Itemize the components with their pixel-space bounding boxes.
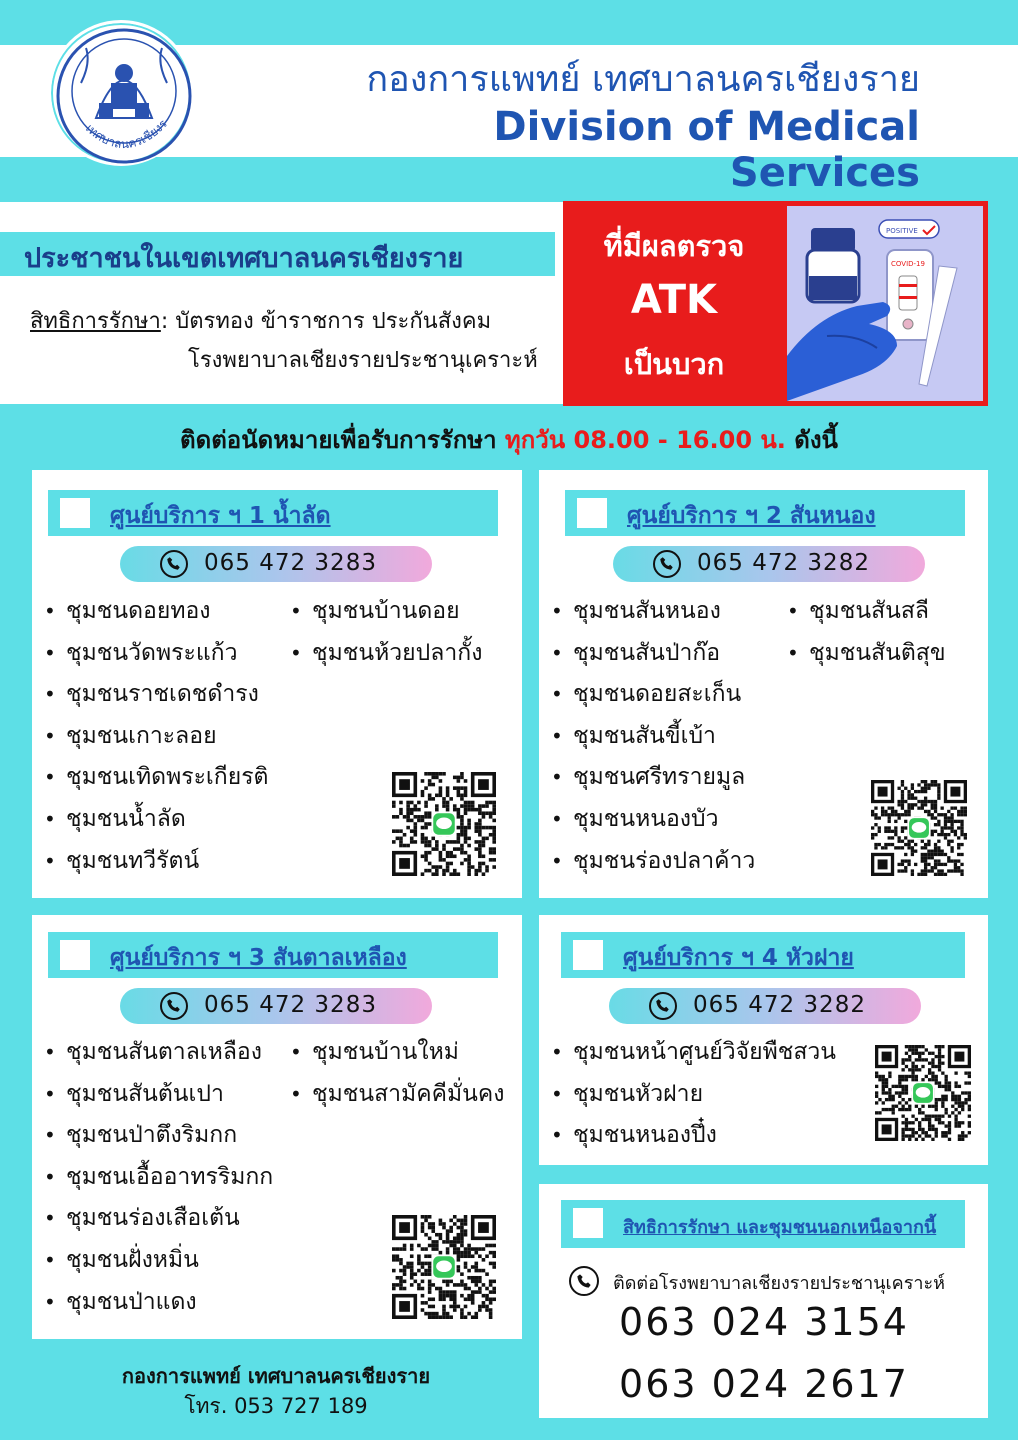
contact-suffix: ดังนี้	[785, 426, 838, 454]
center-1-phone: 065 472 3283	[204, 550, 377, 576]
atk-line1: ที่มีผลตรวจ	[603, 229, 745, 263]
center-2-header	[565, 490, 965, 536]
center-4-title[interactable]: ศูนย์บริการ ฯ 4 หัวฝาย	[623, 945, 854, 971]
hospital-phone-2[interactable]: 063 024 2617	[619, 1362, 909, 1406]
hospital-phone-1[interactable]: 063 024 3154	[619, 1300, 909, 1344]
svg-text:COVID-19: COVID-19	[891, 260, 925, 268]
center-1-communities	[44, 591, 269, 882]
list-item: • ชุมชนเอื้ออาทรริมกก	[44, 1157, 273, 1199]
list-item: • ชุมชนเทิดพระเกียรติ	[44, 757, 269, 799]
center-3-phone: 065 472 3283	[204, 992, 377, 1018]
list-item: • ชุมชนสันหนอง	[551, 591, 755, 633]
list-item: • ชุมชนเกาะลอย	[44, 716, 269, 758]
list-item: • ชุมชนหน้าศูนย์วิจัยพืชสวน	[551, 1032, 836, 1074]
atk-line3: เป็นบวก	[623, 347, 725, 381]
list-item: • ชุมชนหัวฝาย	[551, 1074, 836, 1116]
center-3-title[interactable]: ศูนย์บริการ ฯ 3 สันตาลเหลือง	[110, 945, 407, 971]
list-item: • ชุมชนห้วยปลากั้ง	[290, 633, 482, 675]
list-item: • ชุมชนป่าตึงริมกก	[44, 1115, 273, 1157]
footer-tel: โทร. 053 727 189	[184, 1394, 368, 1418]
line-qr-code-icon[interactable]	[871, 780, 967, 876]
rights-line	[30, 303, 491, 338]
phone-icon	[653, 550, 681, 578]
svg-text:เทศบาลนครเชียงราย: เทศบาลนครเชียงร	[83, 116, 170, 152]
line-qr-code-icon[interactable]	[875, 1045, 971, 1141]
list-item: • ชุมชนดอยสะเก็น	[551, 674, 755, 716]
center-3-header	[48, 932, 498, 978]
other-rights-header	[561, 1200, 965, 1248]
other-rights-contact: ติดต่อโรงพยาบาลเชียงรายประชานุเคราะห์	[613, 1273, 946, 1294]
list-item: • ชุมชนน้ำลัด	[44, 799, 269, 841]
list-item: • ชุมชนศรีทรายมูล	[551, 757, 755, 799]
center-card-2	[539, 470, 988, 898]
center-1-communities-col2	[290, 591, 482, 674]
center-card-4	[539, 915, 988, 1165]
center-1-header	[48, 490, 498, 536]
rights-value: : บัตรทอง ข้าราชการ ประกันสังคม	[160, 309, 492, 334]
center-2-phone-pill[interactable]	[613, 546, 925, 582]
list-item: • ชุมชนบ้านใหม่	[290, 1032, 505, 1074]
other-rights-title[interactable]: สิทธิการรักษา และชุมชนนอกเหนือจากนี้	[623, 1217, 937, 1238]
contact-line	[0, 420, 1018, 459]
center-1-phone-pill[interactable]	[120, 546, 432, 582]
center-2-phone: 065 472 3282	[697, 550, 870, 576]
list-item: • ชุมชนร่องเสือเต้น	[44, 1198, 273, 1240]
municipality-logo	[48, 20, 194, 166]
list-item: • ชุมชนหนองปึ๋ง	[551, 1115, 836, 1157]
atk-line2: ATK	[630, 277, 718, 323]
center-2-communities	[551, 591, 755, 882]
center-4-phone: 065 472 3282	[693, 992, 866, 1018]
checkbox-square	[60, 940, 90, 970]
contact-hours: ทุกวัน 08.00 - 16.00 น.	[504, 426, 786, 454]
list-item: • ชุมชนสามัคคีมั่นคง	[290, 1074, 505, 1116]
list-item: • ชุมชนสันขี้เบ้า	[551, 716, 755, 758]
footer-org: กองการแพทย์ เทศบาลนครเชียงราย	[121, 1364, 431, 1388]
rights-hospital: โรงพยาบาลเชียงรายประชานุเคราะห์	[188, 348, 538, 373]
list-item: • ชุมชนป่าแดง	[44, 1282, 273, 1324]
intro-title: ประชาชนในเขตเทศบาลนครเชียงราย	[0, 232, 555, 276]
checkbox-square	[577, 498, 607, 528]
checkbox-square	[573, 1208, 603, 1238]
checkbox-square	[573, 940, 603, 970]
center-card-1	[32, 470, 522, 898]
list-item: • ชุมชนสันตาลเหลือง	[44, 1032, 273, 1074]
list-item: • ชุมชนราชเดชดำรง	[44, 674, 269, 716]
list-item: • ชุมชนร่องปลาค้าว	[551, 841, 755, 883]
center-4-header	[561, 932, 965, 978]
checkbox-square	[60, 498, 90, 528]
list-item: • ชุมชนสันสลี	[787, 591, 946, 633]
phone-icon	[569, 1266, 599, 1296]
phone-icon	[160, 550, 188, 578]
list-item: • ชุมชนทวีรัตน์	[44, 841, 269, 883]
list-item: • ชุมชนสันติสุข	[787, 633, 946, 675]
rights-label: สิทธิการรักษา	[30, 309, 161, 334]
list-item: • ชุมชนบ้านดอย	[290, 591, 482, 633]
line-qr-code-icon[interactable]	[392, 1215, 496, 1319]
phone-icon	[160, 992, 188, 1020]
center-4-communities	[551, 1032, 836, 1157]
center-3-phone-pill[interactable]	[120, 988, 432, 1024]
phone-icon	[649, 992, 677, 1020]
line-qr-code-icon[interactable]	[392, 772, 496, 876]
center-1-title[interactable]: ศูนย์บริการ ฯ 1 น้ำลัด	[110, 503, 331, 529]
title-english: Division of Medical Services	[493, 104, 920, 196]
center-4-phone-pill[interactable]	[609, 988, 921, 1024]
list-item: • ชุมชนสันต้นเปา	[44, 1074, 273, 1116]
center-card-3	[32, 915, 522, 1339]
atk-test-illustration	[787, 206, 983, 401]
list-item: • ชุมชนสันป่าก๊อ	[551, 633, 755, 675]
svg-text:POSITIVE: POSITIVE	[886, 227, 918, 235]
center-2-title[interactable]: ศูนย์บริการ ฯ 2 สันหนอง	[627, 503, 876, 529]
center-2-communities-col2	[787, 591, 946, 674]
list-item: • ชุมชนฝั่งหมิ่น	[44, 1240, 273, 1282]
title-thai: กองการแพทย์ เทศบาลนครเชียงราย	[366, 59, 920, 100]
list-item: • ชุมชนหนองบัว	[551, 799, 755, 841]
list-item: • ชุมชนวัดพระแก้ว	[44, 633, 269, 675]
center-3-communities-col2	[290, 1032, 505, 1115]
center-3-communities	[44, 1032, 273, 1323]
list-item: • ชุมชนดอยทอง	[44, 591, 269, 633]
contact-prefix: ติดต่อนัดหมายเพื่อรับการรักษา	[180, 426, 505, 454]
